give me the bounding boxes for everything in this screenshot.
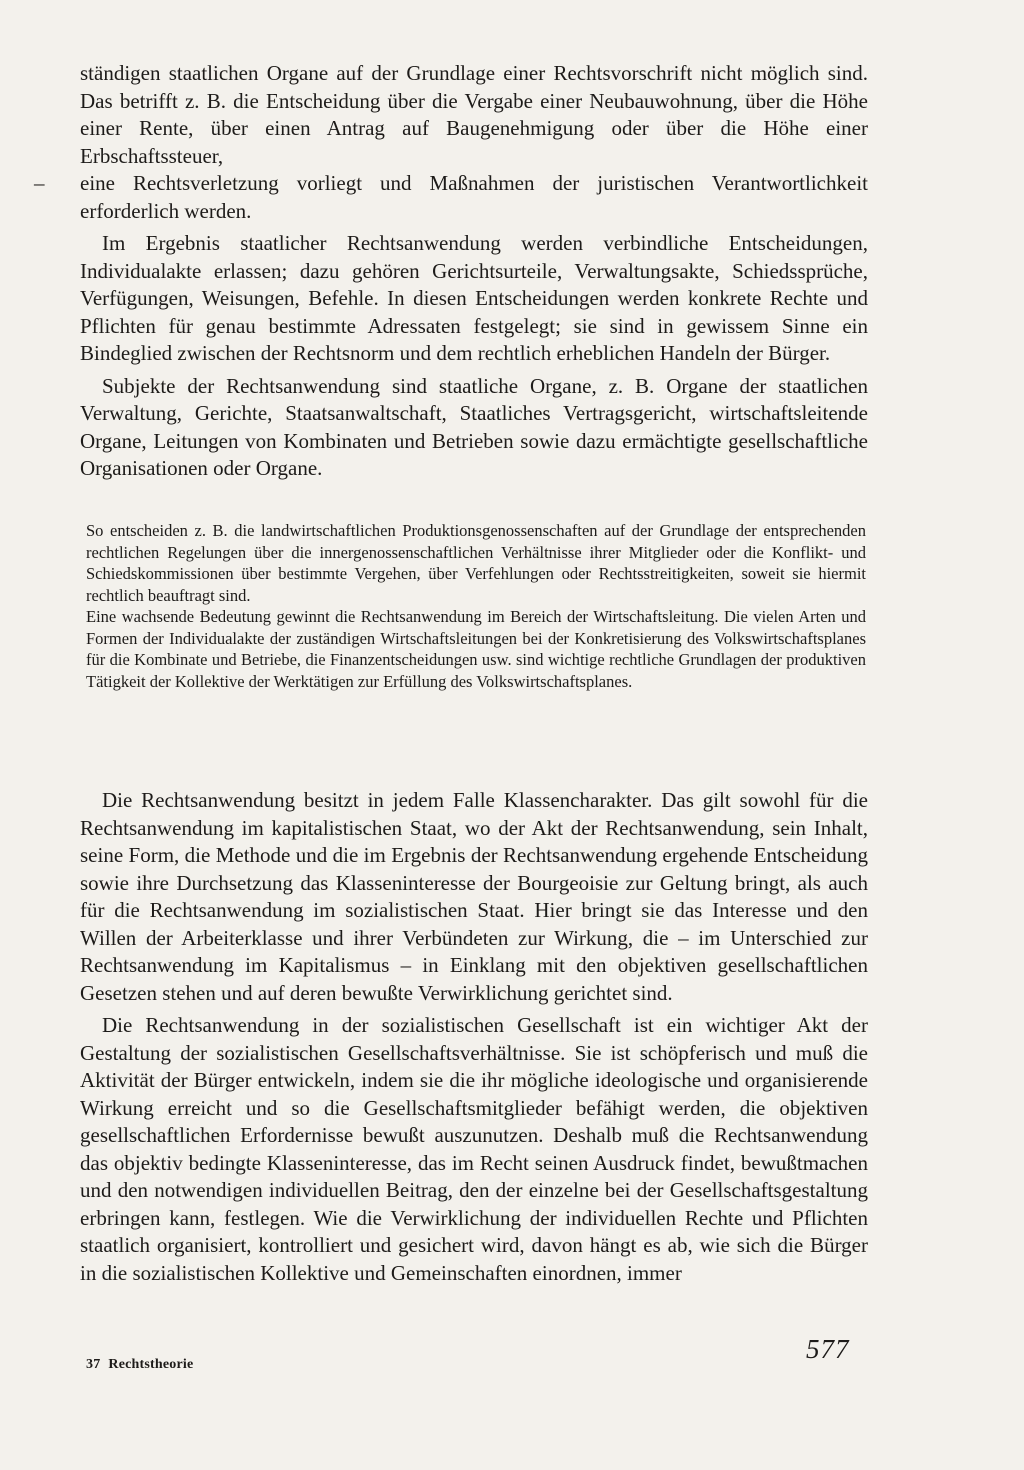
- body-block-bottom: [80, 787, 868, 1287]
- page-number: 577: [806, 1334, 850, 1364]
- dash-item-text: eine Rechtsverletzung vorliegt und Maßnahmen der juristischen Verantwortlichkeit erforderlich werden.: [80, 171, 868, 223]
- small-paragraph-lpg: So entscheiden z. B. die landwirtschaftlichen Produktionsgenossenschaften auf der Grundlage der entsprechenden rechtlichen Regelungen über die innergenossenschaftlichen Verhältnisse ihrer Mitglieder oder die Konflikt- und Schiedskommissionen über bestimmte Vergehen, über Verfehlungen oder Rechtsstreitigkeiten, soweit sie hiermit rechtlich beauftragt sind.: [86, 521, 866, 605]
- small-print-block: [86, 520, 866, 692]
- dash-bullet: –: [34, 171, 45, 195]
- body-block-top: [34, 60, 868, 483]
- paragraph-subjekte: Subjekte der Rechtsanwendung sind staatliche Organe, z. B. Organe der staatlichen Verwaltung, Gerichte, Staatsanwaltschaft, Staatliches Vertragsgericht, wirtschaftsleitende Organe, Leitungen von Kombinaten und Betrieben sowie dazu ermächtigte gesellschaftliche Organisationen oder Organe.: [80, 373, 868, 480]
- signature-title: Rechtstheorie: [108, 1357, 194, 1372]
- paragraph-klassencharakter: Die Rechtsanwendung besitzt in jedem Falle Klassencharakter. Das gilt sowohl für die Rechtsanwendung im kapitalistischen Staat, wo der Akt der Rechtsanwendung, sein Inhalt, seine Form, die Methode und die im Ergebnis der Rechtsanwendung ergehende Entscheidung sowie ihre Durchsetzung das Klasseninteresse der Bourgeoisie zur Geltung bringt, als auch für die Rechtsanwendung im sozialistischen Staat. Hier bringt sie das Interesse und den Willen der Arbeiterklasse und ihrer Verbündeten zur Wirkung, die – im Unterschied zur Rechtsanwendung im Kapitalismus – in Einklang mit den objektiven gesellschaftlichen Gesetzen stehen und auf deren bewußte Verwirklichung gerichtet sind.: [80, 788, 868, 1005]
- continuation-paragraph: ständigen staatlichen Organe auf der Grundlage einer Rechtsvorschrift nicht möglich sind. Das betrifft z. B. die Entscheidung über die Vergabe einer Neubauwohnung, über die Höhe einer Rente, über einen Antrag auf Baugenehmigung oder über die Höhe einer Erbschaftssteuer,: [80, 61, 868, 168]
- small-paragraph-wirtschaftsleitung: Eine wachsende Bedeutung gewinnt die Rechtsanwendung im Bereich der Wirtschaftsleitung. Die vielen Arten und Formen der Individualakte der zuständigen Wirtschaftsleitungen bei der Konkretisierung des Volkswirtschaftsplanes für die Kombinate und Betriebe, die Finanzentscheidungen usw. sind wichtige rechtliche Grundlagen der produktiven Tätigkeit der Kollektive der Werktätigen zur Erfüllung des Volkswirtschaftsplanes.: [86, 607, 866, 691]
- paragraph-sozialistische-gesellschaft: Die Rechtsanwendung in der sozialistischen Gesellschaft ist ein wichtiger Akt der Gestaltung der sozialistischen Gesellschaftsverhältnisse. Sie ist schöpferisch und muß die Aktivität der Bürger entwickeln, indem sie die ihr mögliche ideologische und organisierende Wirkung erreicht und so die Gesellschaftsmitglieder befähigt werden, die objektiven gesellschaftlichen Erfordernisse bewußt auszunutzen. Deshalb muß die Rechtsanwendung das objektiv bedingte Klasseninteresse, das im Recht seinen Ausdruck findet, bewußtmachen und den notwendigen individuellen Beitrag, den der einzelne bei der Gesellschaftsgestaltung erbringen kann, festlegen. Wie die Verwirklichung der individuellen Rechte und Pflichten staatlich organisiert, kontrolliert und gesichert wird, davon hängt es ab, wie sich die Bürger in die sozialistischen Kollektive und Gemeinschaften einordnen, immer: [80, 1013, 868, 1285]
- paragraph-individualakte: Im Ergebnis staatlicher Rechtsanwendung werden verbindliche Entscheidungen, Individualakte erlassen; dazu gehören Gerichtsurteile, Verwaltungsakte, Schiedssprüche, Verfügungen, Weisungen, Befehle. In diesen Entscheidungen werden konkrete Rechte und Pflichten für genau bestimmte Adressaten festgelegt; sie sind in gewissem Sinne ein Bindeglied zwischen der Rechtsnorm und dem rechtlich erheblichen Handeln der Bürger.: [80, 231, 868, 365]
- signature-number: 37: [86, 1357, 101, 1372]
- dash-list-item: [34, 170, 868, 225]
- signature-mark: [86, 1357, 193, 1373]
